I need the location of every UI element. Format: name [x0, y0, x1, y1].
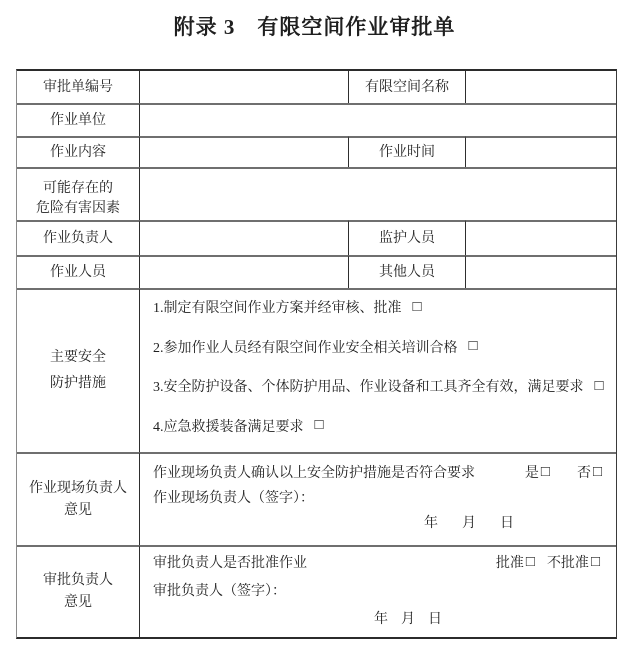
- workers-label: [17, 255, 139, 288]
- approval-form-table: [16, 69, 617, 639]
- no-checkbox[interactable]: [577, 462, 602, 482]
- safety-measures-content: [139, 288, 616, 452]
- site-leader-confirm-text: 作业现场负责人确认以上安全防护措施是否符合要求: [153, 466, 475, 481]
- work-unit-label: [17, 103, 139, 136]
- approver-date-year: 年: [374, 612, 388, 627]
- work-time-label-text: 作业时间: [379, 145, 435, 160]
- hazard-factors-input[interactable]: [139, 167, 616, 220]
- work-content-input[interactable]: [139, 136, 348, 167]
- approver-date-line[interactable]: [374, 608, 600, 628]
- site-leader-date-day: 日: [500, 516, 514, 531]
- measure-item-4: [153, 416, 608, 436]
- yes-checkbox[interactable]: [525, 462, 550, 482]
- other-personnel-label-text: 其他人员: [379, 265, 435, 280]
- measure-item-4-text: 4.应急救援装备满足要求: [153, 419, 304, 435]
- approve-label: 批准: [495, 556, 524, 571]
- other-personnel-input[interactable]: [465, 255, 616, 288]
- approver-question-line: [153, 552, 600, 572]
- site-leader-confirm-line: [153, 462, 602, 482]
- measure-item-3: [153, 376, 608, 396]
- work-leader-input[interactable]: [139, 220, 348, 255]
- approver-signature-area[interactable]: [153, 580, 600, 600]
- confined-space-name-label: [348, 71, 465, 103]
- work-leader-label-text: 作业负责人: [43, 231, 113, 246]
- workers-input[interactable]: [139, 255, 348, 288]
- safety-measures-label-line1: 主要安全: [50, 350, 106, 365]
- site-leader-signature-label: 作业现场负责人（签字）：: [153, 491, 314, 506]
- approval-number-label: [17, 71, 139, 103]
- work-unit-input[interactable]: [139, 103, 616, 136]
- site-leader-opinion-label-text: [29, 478, 127, 522]
- no-checkbox-glyph: □: [592, 463, 602, 480]
- approver-question-text: 审批负责人是否批准作业: [153, 556, 307, 571]
- safety-measures-label: [17, 288, 139, 452]
- page-title: 附录 3 有限空间作业审批单: [173, 15, 456, 39]
- other-personnel-label: [348, 255, 465, 288]
- approve-checkbox-glyph: □: [525, 553, 535, 570]
- measure-item-2: [153, 337, 608, 357]
- work-time-label: [348, 136, 465, 167]
- guardian-label-text: 监护人员: [379, 231, 435, 246]
- reject-checkbox-glyph: □: [590, 553, 600, 570]
- no-label: 否: [576, 466, 591, 481]
- approver-opinion-content: [139, 545, 616, 637]
- measure-4-checkbox[interactable]: □: [314, 417, 324, 434]
- work-content-label-text: 作业内容: [50, 145, 106, 160]
- reject-checkbox[interactable]: [547, 552, 600, 572]
- measure-item-3-text: 3.安全防护设备、个体防护用品、作业设备和工具齐全有效，满足要求: [153, 380, 584, 396]
- site-leader-opinion-label-line2: 意见: [64, 502, 92, 518]
- approval-number-input[interactable]: [139, 71, 348, 103]
- guardian-label: [348, 220, 465, 255]
- work-content-label: [17, 136, 139, 167]
- site-leader-opinion-label-line1: 作业现场负责人: [29, 480, 127, 496]
- measure-2-checkbox[interactable]: □: [468, 338, 478, 355]
- approver-opinion-label-text: [43, 570, 113, 614]
- hazard-factors-label-text: [36, 170, 120, 219]
- approver-date-month: 月: [401, 612, 415, 627]
- measure-item-2-text: 2.参加作业人员经有限空间作业安全相关培训合格: [153, 340, 458, 356]
- confined-space-name-input[interactable]: [465, 71, 616, 103]
- approver-opinion-label-line1: 审批负责人: [43, 573, 113, 588]
- measure-item-1: [153, 297, 608, 317]
- site-leader-opinion-content: [139, 452, 616, 545]
- work-time-input[interactable]: [465, 136, 616, 167]
- reject-label: 不批准: [546, 556, 589, 571]
- confined-space-name-label-text: 有限空间名称: [365, 79, 449, 95]
- hazard-label-line1: 可能存在的: [43, 181, 113, 196]
- measure-item-1-text: 1.制定有限空间作业方案并经审核、批准: [153, 301, 402, 316]
- site-leader-date-line[interactable]: [424, 512, 602, 532]
- work-leader-label: [17, 220, 139, 255]
- measure-3-checkbox[interactable]: □: [594, 377, 604, 394]
- yes-label: 是: [524, 466, 539, 481]
- safety-measures-label-text: [50, 345, 106, 397]
- measure-1-checkbox[interactable]: □: [412, 298, 422, 315]
- approver-opinion-label-line2: 意见: [64, 595, 92, 610]
- site-leader-opinion-label: [17, 452, 139, 545]
- hazard-label-line2: 危险有害因素: [36, 201, 120, 216]
- work-unit-label-text: 作业单位: [50, 113, 106, 128]
- approver-opinion-label: [17, 545, 139, 637]
- approve-checkbox[interactable]: [496, 552, 535, 572]
- approver-date-day: 日: [428, 612, 442, 627]
- guardian-input[interactable]: [465, 220, 616, 255]
- approval-number-label-text: 审批单编号: [43, 79, 113, 95]
- workers-label-text: 作业人员: [50, 265, 106, 280]
- approver-signature-label: 审批负责人（签字）：: [153, 584, 286, 599]
- safety-measures-label-line2: 防护措施: [50, 376, 106, 391]
- yes-checkbox-glyph: □: [540, 463, 550, 480]
- hazard-factors-label: [17, 167, 139, 220]
- site-leader-date-year: 年: [424, 516, 438, 531]
- site-leader-signature-area[interactable]: [153, 487, 602, 507]
- site-leader-date-month: 月: [462, 516, 476, 531]
